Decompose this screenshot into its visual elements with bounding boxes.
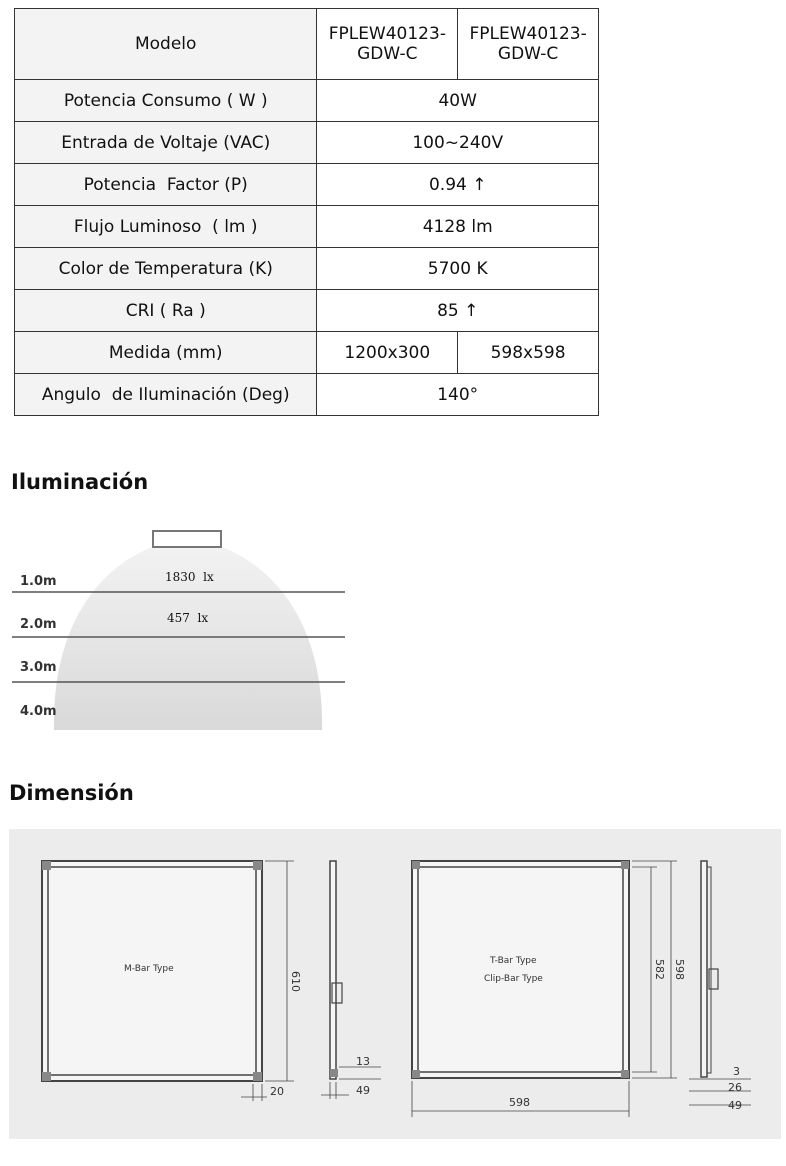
lux-value: 457 lx xyxy=(167,611,209,625)
t-bar-outer-dim: 598 xyxy=(673,959,686,980)
spec-value: 0.94 ↑ xyxy=(317,164,599,206)
spec-row xyxy=(15,206,599,248)
illumination-diagram xyxy=(10,520,350,735)
spec-label: Flujo Luminoso ( lm ) xyxy=(15,206,317,248)
spec-label: Angulo de Iluminación (Deg) xyxy=(15,374,317,416)
t-bar-inner-dim: 582 xyxy=(653,959,666,980)
distance-label: 4.0m xyxy=(20,704,57,719)
t-bar-type-label: T-Bar Type xyxy=(490,956,537,966)
spec-label: Potencia Factor (P) xyxy=(15,164,317,206)
spec-label: Modelo xyxy=(15,9,317,80)
spec-label: Color de Temperatura (K) xyxy=(15,248,317,290)
spec-value: 4128 lm xyxy=(317,206,599,248)
spec-value-b: 598x598 xyxy=(458,332,599,374)
t-bar-d1-dim: 3 xyxy=(733,1065,740,1078)
spec-value: 40W xyxy=(317,80,599,122)
model-b: FPLEW40123-GDW-C xyxy=(458,9,599,80)
spec-value: 5700 K xyxy=(317,248,599,290)
spec-row xyxy=(15,248,599,290)
t-bar-front-view xyxy=(412,861,677,1117)
panel-lamp xyxy=(153,531,221,547)
m-bar-frame-dim: 20 xyxy=(270,1085,284,1098)
distance-label: 2.0m xyxy=(20,617,57,632)
distance-label: 3.0m xyxy=(20,660,57,675)
model-a: FPLEW40123-GDW-C xyxy=(317,9,458,80)
spec-row xyxy=(15,122,599,164)
spec-header-row xyxy=(15,9,599,80)
distance-label: 1.0m xyxy=(20,574,57,589)
spec-row xyxy=(15,374,599,416)
spec-label: Potencia Consumo ( W ) xyxy=(15,80,317,122)
spec-label: Entrada de Voltaje (VAC) xyxy=(15,122,317,164)
spec-row xyxy=(15,332,599,374)
spec-value: 85 ↑ xyxy=(317,290,599,332)
spec-value: 100~240V xyxy=(317,122,599,164)
spec-row xyxy=(15,80,599,122)
t-bar-width-dim: 598 xyxy=(509,1096,530,1109)
spec-label: Medida (mm) xyxy=(15,332,317,374)
t-bar-d2-dim: 26 xyxy=(728,1081,742,1094)
spec-label: CRI ( Ra ) xyxy=(15,290,317,332)
lux-value: 1830 lx xyxy=(165,570,214,584)
dimension-drawing xyxy=(9,829,781,1139)
m-bar-side-top-dim: 13 xyxy=(356,1055,370,1068)
clip-bar-type-label: Clip-Bar Type xyxy=(484,974,543,984)
m-bar-type-label: M-Bar Type xyxy=(124,964,174,974)
m-bar-front-view xyxy=(42,861,294,1101)
t-bar-d3-dim: 49 xyxy=(728,1099,742,1112)
illumination-title: Iluminación xyxy=(11,470,149,494)
m-bar-height-dim: 610 xyxy=(289,971,302,992)
spec-row xyxy=(15,290,599,332)
m-bar-side-view xyxy=(321,861,381,1099)
spec-value-a: 1200x300 xyxy=(317,332,458,374)
spec-table xyxy=(14,8,599,416)
dimension-title: Dimensión xyxy=(9,781,134,805)
m-bar-side-depth-dim: 49 xyxy=(356,1084,370,1097)
spec-row xyxy=(15,164,599,206)
t-bar-side-view xyxy=(689,861,751,1105)
spec-value: 140° xyxy=(317,374,599,416)
